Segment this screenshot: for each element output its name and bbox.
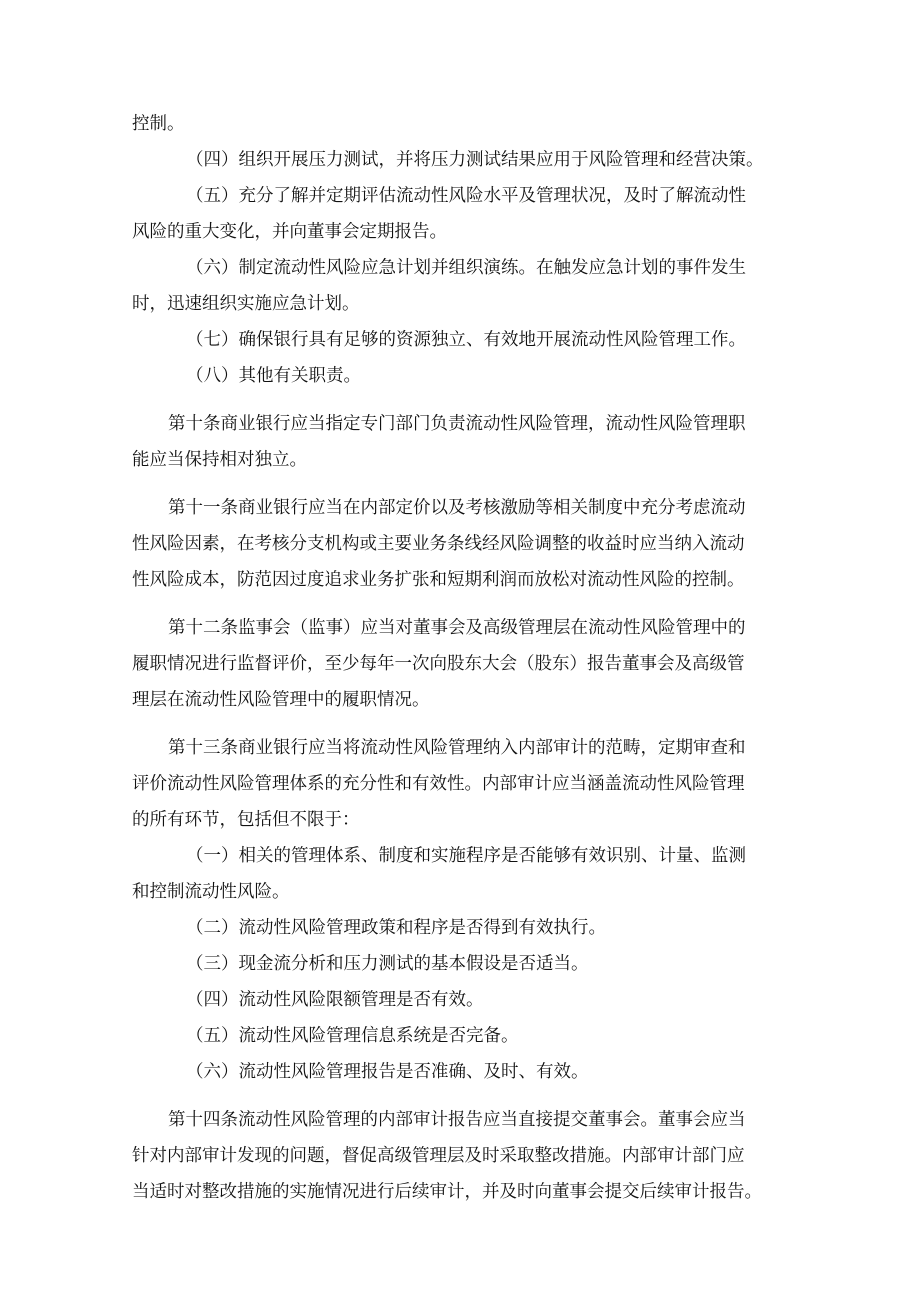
text-line: 履职情况进行监督评价，至少每年一次向股东大会（股东）报告董事会及高级管 [132, 654, 745, 674]
text-line: （六）制定流动性风险应急计划并组织演练。在触发应急计划的事件发生 [186, 258, 746, 278]
text-line: 能应当保持相对独立。 [132, 450, 307, 470]
text-line: （五）充分了解并定期评估流动性风险水平及管理状况，及时了解流动性 [186, 186, 746, 206]
text-line: 针对内部审计发现的问题，督促高级管理层及时采取整改措施。内部审计部门应 [132, 1146, 745, 1166]
text-line: 理层在流动性风险管理中的履职情况。 [132, 690, 430, 710]
text-line: （七）确保银行具有足够的资源独立、有效地开展流动性风险管理工作。 [186, 330, 746, 350]
text-line: （八）其他有关职责。 [186, 366, 361, 386]
text-line: （六）流动性风险管理报告是否准确、及时、有效。 [186, 1062, 589, 1082]
text-line: 风险的重大变化，并向董事会定期报告。 [132, 222, 447, 242]
text-line: 评价流动性风险管理体系的充分性和有效性。内部审计应当涵盖流动性风险管理 [132, 774, 745, 794]
text-line: （五）流动性风险管理信息系统是否完备。 [186, 1026, 519, 1046]
text-line: （三）现金流分析和压力测试的基本假设是否适当。 [186, 954, 589, 974]
text-line: 时，迅速组织实施应急计划。 [132, 294, 360, 314]
text-line: 控制。 [132, 114, 185, 134]
text-line: 当适时对整改措施的实施情况进行后续审计，并及时向董事会提交后续审计报告。 [132, 1182, 762, 1202]
text-line: 的所有环节，包括但不限于： [132, 810, 360, 830]
text-line: 第十条商业银行应当指定专门部门负责流动性风险管理，流动性风险管理职 [168, 414, 746, 434]
text-line: 第十四条流动性风险管理的内部审计报告应当直接提交董事会。董事会应当 [168, 1110, 746, 1130]
text-line: 和控制流动性风险。 [132, 882, 290, 902]
text-line: （二）流动性风险管理政策和程序是否得到有效执行。 [186, 918, 606, 938]
text-line: 第十一条商业银行应当在内部定价以及考核激励等相关制度中充分考虑流动 [168, 498, 746, 518]
text-line: 第十三条商业银行应当将流动性风险管理纳入内部审计的范畴，定期审查和 [168, 738, 746, 758]
text-line: 第十二条监事会（监事）应当对董事会及高级管理层在流动性风险管理中的 [168, 618, 746, 638]
text-line: （四）流动性风险限额管理是否有效。 [186, 990, 484, 1010]
text-line: （四）组织开展压力测试，并将压力测试结果应用于风险管理和经营决策。 [186, 150, 764, 170]
text-line: （一）相关的管理体系、制度和实施程序是否能够有效识别、计量、监测 [186, 846, 746, 866]
text-line: 性风险因素，在考核分支机构或主要业务条线经风险调整的收益时应当纳入流动 [132, 534, 745, 554]
text-line: 性风险成本，防范因过度追求业务扩张和短期利润而放松对流动性风险的控制。 [132, 570, 745, 590]
